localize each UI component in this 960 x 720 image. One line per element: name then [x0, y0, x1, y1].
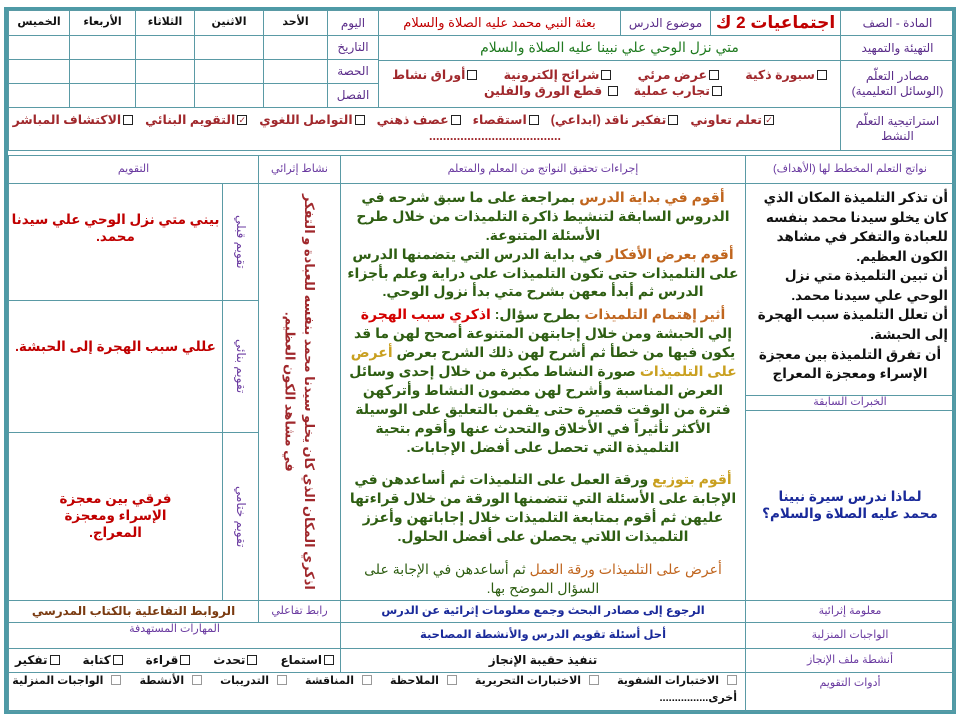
day-monday: الاثنين: [194, 10, 264, 36]
day-thursday: الخميس: [8, 10, 70, 36]
strategy-option[interactable]: عصف ذهني: [377, 113, 461, 129]
tool-option[interactable]: الاختبارات الشفوية: [617, 675, 737, 689]
checkbox-icon[interactable]: [712, 86, 722, 96]
skill-option[interactable]: تحدث: [213, 653, 257, 668]
checkbox-icon[interactable]: [709, 70, 719, 80]
link-label: رابط تفاعلي: [258, 600, 341, 623]
eval-label-final: تقويم ختامي: [222, 432, 259, 601]
topic-value: بعثة النبي محمد عليه الصلاة والسلام: [378, 10, 621, 36]
schedule-cell[interactable]: [194, 59, 264, 84]
checkbox-icon[interactable]: [601, 70, 611, 80]
checkbox-icon[interactable]: [817, 70, 827, 80]
tool-option[interactable]: الواجبات المنزلية: [12, 675, 121, 689]
schedule-cell[interactable]: [8, 83, 70, 108]
checkbox-icon[interactable]: [447, 675, 457, 685]
day-wednesday: الأربعاء: [69, 10, 136, 36]
strategy-option[interactable]: الاكتشاف المباشر: [13, 113, 134, 129]
schedule-cell[interactable]: [69, 35, 136, 60]
resources-label: مصادر التعلّم (الوسائل التعليمية): [840, 60, 955, 108]
schedule-cell[interactable]: [8, 35, 70, 60]
checkbox-icon[interactable]: [277, 675, 287, 685]
checkbox-icon[interactable]: [113, 655, 123, 665]
strategy-option[interactable]: استقصاء: [473, 113, 539, 129]
schedule-cell[interactable]: [135, 59, 195, 84]
checkbox-icon[interactable]: [111, 675, 121, 685]
tools-label: أدوات التقويم: [745, 672, 955, 712]
topic-label: موضوع الدرس: [620, 10, 711, 36]
period-label: الحصة: [327, 59, 379, 84]
eval-text-final: فرقي بين معجزة الإسراء ومعجزة المعراج.: [8, 432, 223, 601]
tools-other: أخرى................: [659, 691, 737, 704]
skill-option[interactable]: قراءة: [146, 653, 191, 668]
checkbox-icon[interactable]: [247, 655, 257, 665]
enrichment-cell: [258, 183, 341, 601]
checked-checkbox-icon[interactable]: ✓: [765, 115, 773, 126]
day-label: اليوم: [327, 10, 379, 36]
eval-label-formative: تقويم بنائي: [222, 300, 259, 433]
skill-option[interactable]: استماع: [280, 653, 334, 668]
tool-option[interactable]: المناقشة: [305, 675, 372, 689]
homework-value: أحل أسئلة تقويم الدرس والأنشطة المصاحبة: [340, 622, 746, 649]
procedure-step-5: أعرض على التلميذات ورقة العمل ثم أساعدهن في الإجابة على السؤال الموضح بها.: [364, 561, 722, 596]
eval-text-pre: بيني متي نزل الوحي علي سيدنا محمد.: [8, 183, 223, 301]
homework-label: الواجبات المنزلية: [745, 622, 955, 649]
checkbox-icon[interactable]: [50, 655, 60, 665]
subject-value: اجتماعيات 2 ك: [710, 10, 841, 36]
strategy-option[interactable]: ✓التقويم البنائي: [145, 113, 247, 128]
checkbox-icon[interactable]: [529, 115, 539, 125]
resource-paper-foam[interactable]: قطع الورق والفلين: [484, 84, 618, 100]
checked-checkbox-icon[interactable]: ✓: [238, 115, 247, 126]
schedule-cell[interactable]: [194, 83, 264, 108]
checkbox-icon[interactable]: [451, 115, 461, 125]
day-sunday: الأحد: [263, 10, 328, 36]
schedule-cell[interactable]: [263, 59, 328, 84]
checkbox-icon[interactable]: [668, 115, 678, 125]
prior-question: لماذا ندرس سيرة نبينا محمد عليه الصلاة والسلام؟: [745, 410, 955, 601]
strategy-option[interactable]: تفكير ناقد (ابداعي): [551, 113, 679, 129]
checkbox-icon[interactable]: [192, 675, 202, 685]
schedule-cell[interactable]: [135, 35, 195, 60]
schedule-cell[interactable]: [135, 83, 195, 108]
skill-option[interactable]: كتابة: [83, 653, 123, 668]
info-value: الرجوع إلى مصادر البحث وجمع معلومات إثرائية عن الدرس: [340, 600, 746, 623]
eval-text-formative: عللي سبب الهجرة إلى الحبشة.: [8, 300, 223, 433]
goals-header: نواتج التعلم المخطط لها (الأهداف): [745, 155, 955, 184]
procedure-step-3: أثير إهتمام التلميذات بطرح سؤال: اذكري سبب الهجرة إلي الحبشة ومن خلال إجابتهن المتنوعة أصحح لهن ما قد يكون فيها من خطأ ثم أشرح لهن ذلك الشرح بعرض أعرض على التلميذات صورة النشاط مكبرة من خلال إحدى وسائل العرض المناسبة وأشرح لهن مضمون النشاط وأتركهن فترة من الوقت قصيرة حتى يقمن بالتعليق على الوسيلة الأكثر تأثيراً في الأخلاق والتحدث عنها وأقوم بتحية التلميذة التي تحصل على أفضل الإجابات.: [349, 306, 737, 455]
checkbox-icon[interactable]: [727, 675, 737, 685]
checkbox-icon[interactable]: [362, 675, 372, 685]
schedule-cell[interactable]: [194, 35, 264, 60]
procedures-header: إجراءات تحقيق النواتج من المعلم والمتعلم: [340, 155, 746, 184]
class-label: الفصل: [327, 83, 379, 108]
strategy-option[interactable]: التواصل اللغوي: [259, 113, 364, 129]
portfolio-label: أنشطة ملف الإنجاز: [745, 648, 955, 673]
skills-label: المهارات المستهدفة: [8, 622, 341, 649]
checkbox-icon[interactable]: [324, 655, 334, 665]
prior-header: الخبرات السابقة: [745, 395, 955, 411]
skills-options: [8, 648, 341, 673]
portfolio-value: تنفيذ حقيبة الإنجاز: [340, 648, 746, 673]
tool-option[interactable]: الاختبارات التحريرية: [475, 675, 599, 689]
day-tuesday: الثلاثاء: [135, 10, 195, 36]
resource-visual[interactable]: عرض مرئي: [638, 68, 719, 84]
goal-item: أن تفرق التلميذة بين معجزة الإسراء ومعجزة المعراج: [758, 346, 942, 382]
strategy-option[interactable]: ✓تعلم تعاوني: [690, 113, 773, 128]
enrichment-header: نشاط إثرائي: [258, 155, 341, 184]
goal-item: أن تبين التلميذة متي نزل الوحي علي سيدنا محمد.: [784, 268, 948, 303]
evaluation-header: التقويم: [8, 155, 259, 184]
goal-item: أن تذكر التلميذة المكان الذي كان يخلو سيدنا محمد بنفسه للعبادة والتفكر في مشاهد الكون العظيم.: [763, 190, 948, 264]
strategy-other-dots: ......................................: [429, 129, 561, 143]
schedule-cell[interactable]: [263, 35, 328, 60]
resource-experiments[interactable]: تجارب عملية: [634, 84, 722, 100]
checkbox-icon[interactable]: [123, 115, 133, 125]
intro-label: التهيئة والتمهيد: [840, 35, 955, 61]
checkbox-icon[interactable]: [589, 675, 599, 685]
tool-option[interactable]: التدريبات: [220, 675, 287, 689]
skill-option[interactable]: تفكير: [15, 653, 59, 668]
resource-slides[interactable]: شرائح إلكترونية: [504, 68, 612, 84]
checkbox-icon[interactable]: [608, 86, 618, 96]
intro-value: متي نزل الوحي علي نبينا عليه الصلاة والسلام: [378, 35, 841, 61]
checkbox-icon[interactable]: [467, 70, 477, 80]
strategy-options: [8, 107, 841, 151]
schedule-cell[interactable]: [8, 59, 70, 84]
date-label: التاريخ: [327, 35, 379, 60]
schedule-cell[interactable]: [69, 83, 136, 108]
procedures-cell: [340, 183, 746, 601]
interactive-links[interactable]: الروابط التفاعلية بالكتاب المدرسي: [8, 600, 259, 623]
procedure-step-4: أقوم بتوزيع ورقة العمل على التلميذات ثم أساعدهن في الإجابة على الأسئلة التي تتضمنها الورقة من خلال قراءتها عليهن ثم أقوم بمتابعة التلميذات خلال إجاباتهن وأعزز التلميذات اللاتي يحصلن على أفضل الحلول.: [349, 471, 737, 545]
tool-option[interactable]: الأنشطة: [139, 675, 202, 689]
checkbox-icon[interactable]: [180, 655, 190, 665]
checkbox-icon[interactable]: [355, 115, 365, 125]
info-label: معلومة إثرائية: [745, 600, 955, 623]
resource-smartboard[interactable]: سبورة ذكية: [745, 68, 827, 84]
resource-worksheets[interactable]: أوراق نشاط: [392, 68, 477, 84]
procedure-step-1: أقوم في بداية الدرس بمراجعة على ما سبق شرحه في الدروس السابقة لتنشيط ذاكرة التلميذات من خلال طرح الأسئلة المتنوعة.: [356, 189, 730, 243]
procedure-step-2: أقوم بعرض الأفكار في بداية الدرس التي يتضمنها الدرس على التلميذات حتى تكون التلميذات على دراية وعلم بأجزاء الدرس ثم أبدأ معهن بشرح متي بدأ نزول الوحي.: [347, 245, 739, 300]
resources-options: [378, 60, 841, 108]
tools-options: [8, 672, 746, 712]
tool-option[interactable]: الملاحظة: [390, 675, 457, 689]
strategy-label: استراتيجية التعلّم النشط: [840, 107, 955, 151]
schedule-cell[interactable]: [69, 59, 136, 84]
eval-label-pre: تقويم قبلي: [222, 183, 259, 301]
goals-cell: [745, 183, 955, 396]
schedule-cell[interactable]: [263, 83, 328, 108]
enrichment-text: اذكري المكان الذي كان يخلو سيدنا محمد بنفسه للعبادة و التفكر في مشاهد الكون العظيم.: [282, 194, 317, 590]
goal-item: أن تعلل التلميذة سبب الهجرة إلى الحبشة.: [757, 307, 948, 342]
subject-label: المادة - الصف: [840, 10, 955, 36]
